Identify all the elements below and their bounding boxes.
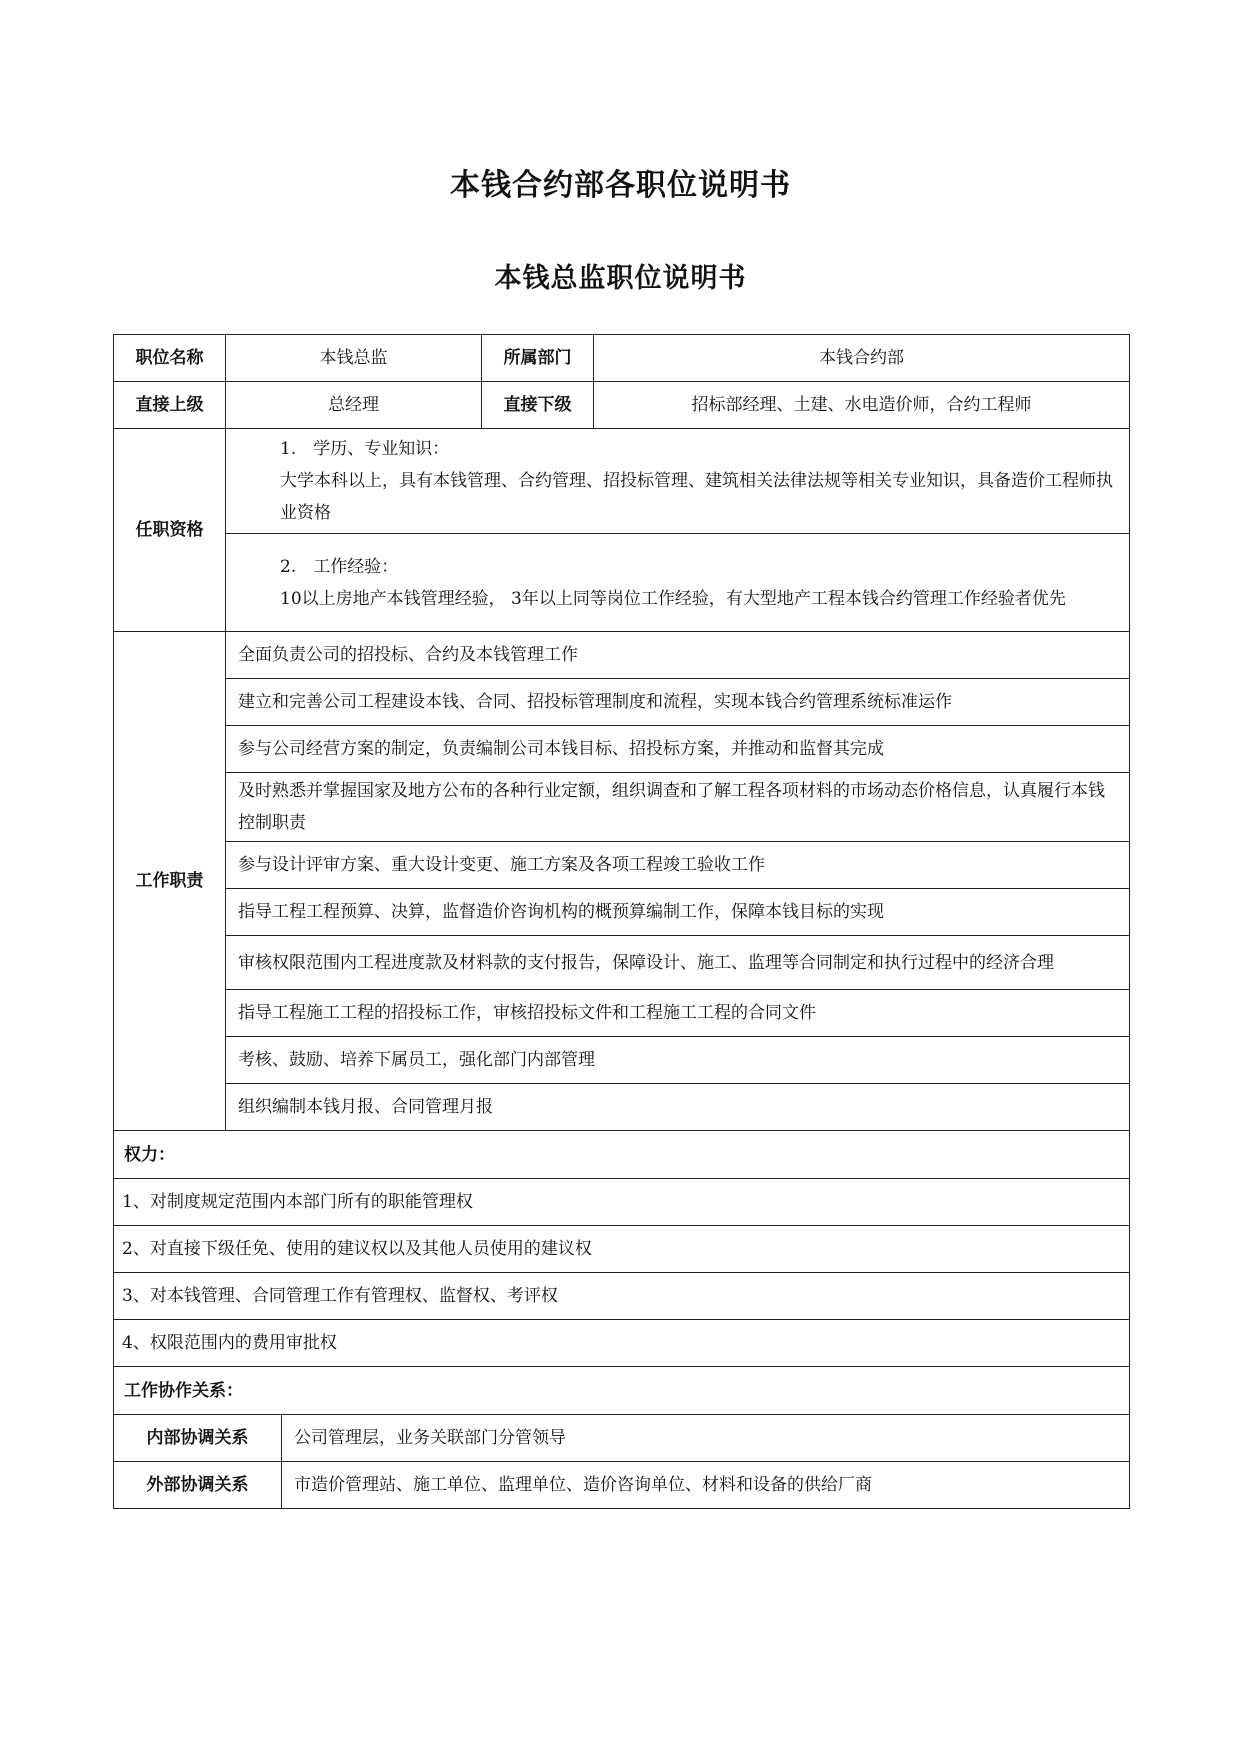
qualification-text: 10以上房地产本钱管理经验， 3年以上同等岗位工作经验，有大型地产工程本钱合约管理工作经验者优先 — [280, 588, 1066, 609]
duty-item: 组织编制本钱月报、合同管理月报 — [226, 1084, 1130, 1131]
authority-item: 4、权限范围内的费用审批权 — [114, 1320, 1130, 1367]
internal-coordination-label: 内部协调关系 — [114, 1415, 282, 1462]
qualification-heading: 1. 学历、专业知识： — [280, 439, 450, 459]
authority-item: 1、对制度规定范围内本部门所有的职能管理权 — [114, 1179, 1130, 1226]
duty-item: 参与设计评审方案、重大设计变更、施工方案及各项工程竣工验收工作 — [226, 842, 1130, 889]
duties-label: 工作职责 — [114, 632, 226, 1131]
document-title: 本钱合约部各职位说明书 — [450, 168, 791, 203]
subordinate-value: 招标部经理、土建、水电造价师，合约工程师 — [594, 382, 1130, 429]
collaboration-heading: 工作协作关系： — [114, 1367, 1130, 1415]
position-name-value: 本钱总监 — [226, 335, 482, 382]
subordinate-label: 直接下级 — [482, 382, 594, 429]
authority-heading: 权力： — [114, 1131, 1130, 1179]
department-value: 本钱合约部 — [594, 335, 1130, 382]
qualification-text: 大学本科以上，具有本钱管理、合约管理、招投标管理、建筑相关法律法规等相关专业知识，具备造价工程师执业资格 — [280, 471, 1113, 523]
qualifications-label: 任职资格 — [114, 429, 226, 632]
external-coordination-value: 市造价管理站、施工单位、监理单位、造价咨询单位、材料和设备的供给厂商 — [282, 1462, 1130, 1509]
qualification-item — [226, 534, 1130, 632]
duty-item: 指导工程施工工程的招投标工作，审核招投标文件和工程施工工程的合同文件 — [226, 990, 1130, 1037]
job-description-table — [113, 334, 1130, 1509]
duty-item: 及时熟悉并掌握国家及地方公布的各种行业定额，组织调查和了解工程各项材料的市场动态价格信息，认真履行本钱控制职责 — [226, 773, 1130, 842]
department-label: 所属部门 — [482, 335, 594, 382]
qualification-heading: 2. 工作经验： — [280, 556, 399, 577]
duty-item: 指导工程工程预算、决算，监督造价咨询机构的概预算编制工作，保障本钱目标的实现 — [226, 889, 1130, 936]
duty-item: 参与公司经营方案的制定，负责编制公司本钱目标、招投标方案，并推动和监督其完成 — [226, 726, 1130, 773]
authority-item: 2、对直接下级任免、使用的建议权以及其他人员使用的建议权 — [114, 1226, 1130, 1273]
duty-item: 考核、鼓励、培养下属员工，强化部门内部管理 — [226, 1037, 1130, 1084]
superior-label: 直接上级 — [114, 382, 226, 429]
duty-item: 全面负责公司的招投标、合约及本钱管理工作 — [226, 632, 1130, 679]
position-title: 本钱总监职位说明书 — [494, 263, 747, 294]
duty-item: 审核权限范围内工程进度款及材料款的支付报告，保障设计、施工、监理等合同制定和执行过程中的经济合理 — [226, 936, 1130, 990]
authority-item: 3、对本钱管理、合同管理工作有管理权、监督权、考评权 — [114, 1273, 1130, 1320]
qualification-item — [226, 429, 1130, 534]
internal-coordination-value: 公司管理层，业务关联部门分管领导 — [282, 1415, 1130, 1462]
external-coordination-label: 外部协调关系 — [114, 1462, 282, 1509]
duty-item: 建立和完善公司工程建设本钱、合同、招投标管理制度和流程，实现本钱合约管理系统标准运作 — [226, 679, 1130, 726]
superior-value: 总经理 — [226, 382, 482, 429]
position-name-label: 职位名称 — [114, 335, 226, 382]
